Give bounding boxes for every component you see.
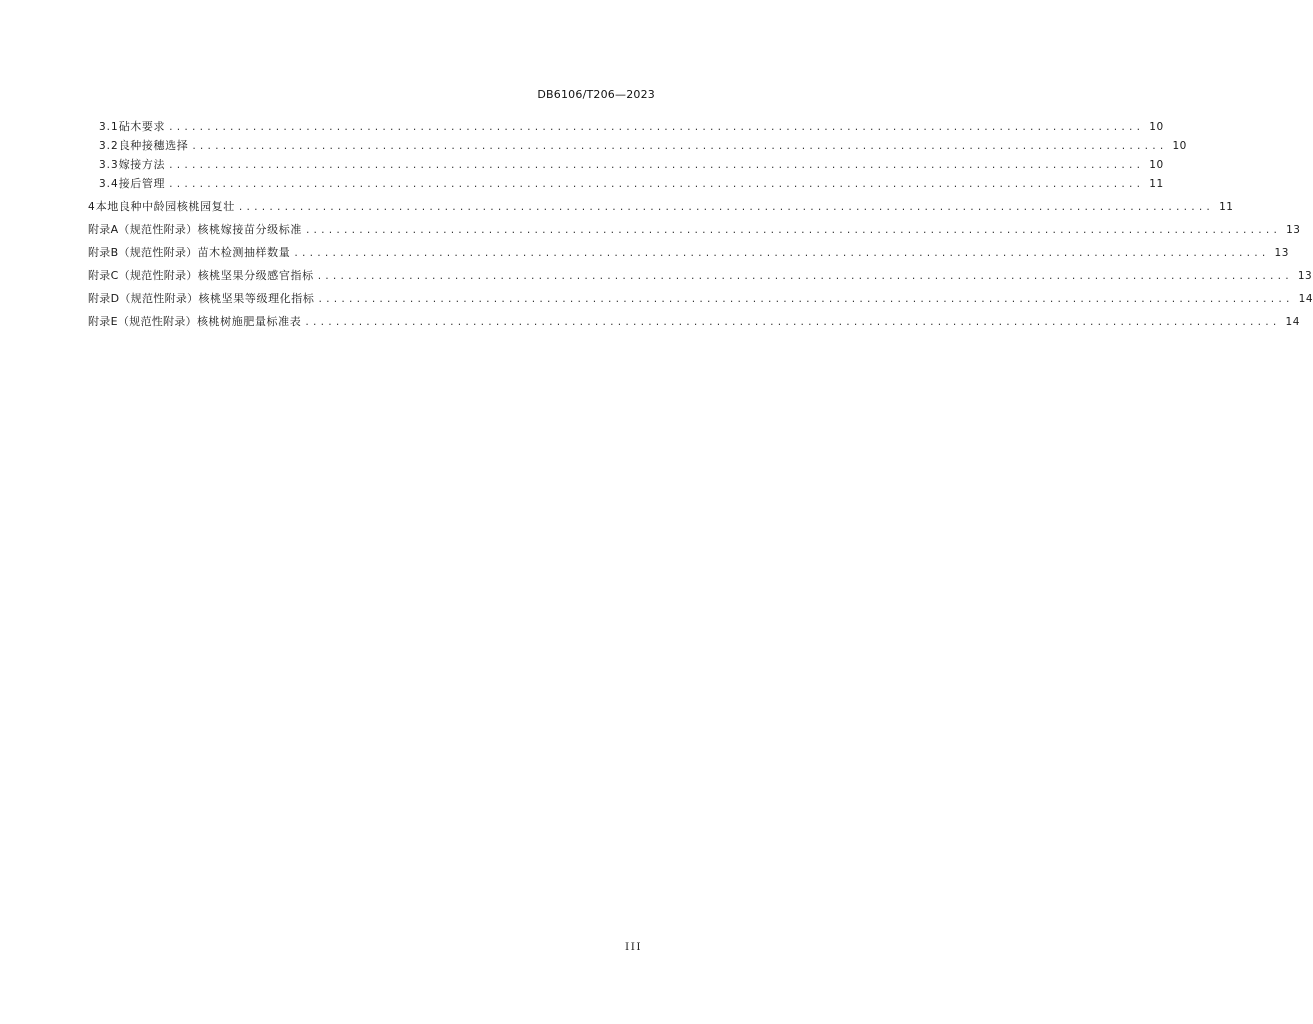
toc-appendix-c[interactable] [88,267,1313,285]
toc-entry-3-2[interactable] [99,137,1187,155]
appendix-label: 附录B（规范性附录） [88,246,198,259]
toc-entry-page: 13 [1286,224,1301,236]
toc-entry-page: 13 [1297,270,1313,282]
appendix-label: 附录D（规范性附录） [88,292,199,305]
toc-leader-dots: ................................................................................................................................ [317,295,1293,305]
toc-entry-page: 10 [1149,159,1164,171]
toc-entry-3-1[interactable] [99,118,1164,136]
toc-leader-dots: ................................................................................................................................ [168,180,1144,190]
toc-entry-title: 砧木要求 [118,120,166,133]
toc-entry-number: 3.1 [99,121,119,133]
toc-entry-page: 14 [1285,316,1300,328]
appendix-title: 核桃树施肥量标准表 [196,315,302,328]
toc-entry-title: 嫁接方法 [118,158,166,171]
toc-entry-page: 13 [1274,247,1289,259]
toc-entry-number: 3.4 [99,178,119,190]
toc-entry-title: 良种接穗选择 [118,139,189,152]
toc-entry-3-4[interactable] [99,175,1164,193]
appendix-title: 核桃坚果分级感官指标 [197,269,314,282]
toc-appendix-a[interactable] [88,221,1301,239]
toc-entry-page: 14 [1298,293,1313,305]
appendix-label: 附录A（规范性附录） [88,223,198,236]
toc-entry-number: 3.3 [99,159,119,171]
appendix-title: 核桃坚果等级理化指标 [198,292,315,305]
toc-appendix-e[interactable] [88,313,1300,331]
toc-leader-dots: ................................................................................................................................ [191,142,1167,152]
toc-leader-dots: ................................................................................................................................ [293,249,1269,259]
appendix-title: 苗木检测抽样数量 [197,246,291,259]
appendix-label: 附录E（规范性附录） [88,315,197,328]
toc-entry-page: 11 [1219,201,1234,213]
toc-entry-3-3[interactable] [99,156,1164,174]
toc-leader-dots: ................................................................................................................................ [168,123,1144,133]
toc-leader-dots: ................................................................................................................................ [304,318,1280,328]
toc-appendix-d[interactable] [88,290,1313,308]
page-folio: III [625,941,642,953]
toc-entry-title: 本地良种中龄园核桃园复壮 [95,200,235,213]
document-code: DB6106/T206—2023 [537,88,655,101]
toc-appendix-b[interactable] [88,244,1289,262]
toc-entry-number: 3.2 [99,140,119,152]
toc-entry-number: 4 [88,201,96,213]
toc-leader-dots: ................................................................................................................................ [237,203,1214,213]
toc-leader-dots: ................................................................................................................................ [316,272,1292,282]
toc-leader-dots: ................................................................................................................................ [304,226,1281,236]
toc-leader-dots: ................................................................................................................................ [168,161,1144,171]
toc-entry-page: 11 [1149,178,1164,190]
appendix-title: 核桃嫁接苗分级标准 [197,223,302,236]
toc-entry-title: 接后管理 [118,177,166,190]
toc-entry-page: 10 [1172,140,1187,152]
toc-entry-4[interactable] [88,198,1234,216]
toc-entry-page: 10 [1149,121,1164,133]
appendix-label: 附录C（规范性附录） [88,269,198,282]
